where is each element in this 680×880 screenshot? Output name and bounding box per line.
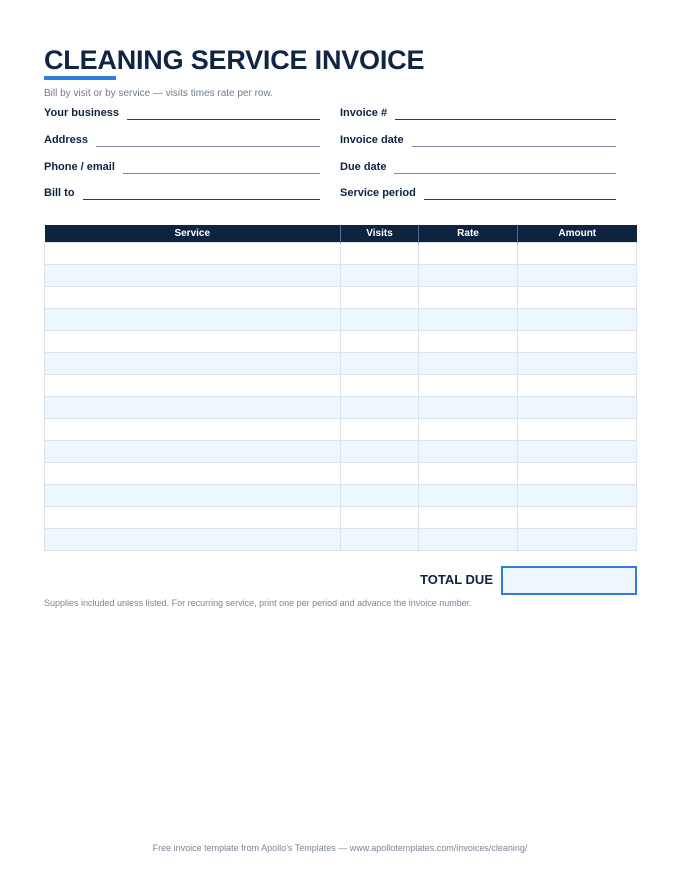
rate-cell[interactable]: [419, 463, 518, 485]
phone-email-field[interactable]: [44, 158, 320, 174]
amount-cell[interactable]: [518, 375, 637, 397]
title-underline: [44, 76, 116, 80]
table-row: [45, 441, 637, 463]
invoice-date-label: Invoice date: [340, 134, 404, 146]
rate-cell[interactable]: [419, 243, 518, 265]
amount-cell[interactable]: [518, 265, 637, 287]
amount-cell[interactable]: [518, 485, 637, 507]
bill-to-label: Bill to: [44, 187, 75, 199]
service-cell[interactable]: [45, 309, 341, 331]
column-header-visits: Visits: [341, 225, 419, 243]
due-date-line[interactable]: [394, 161, 616, 174]
visits-cell[interactable]: [341, 353, 419, 375]
address-field[interactable]: [44, 131, 320, 147]
your-business-label: Your business: [44, 107, 119, 119]
visits-cell[interactable]: [341, 507, 419, 529]
page-subtitle: Bill by visit or by service — visits times rate per row.: [44, 88, 273, 99]
visits-cell[interactable]: [341, 287, 419, 309]
invoice-number-label: Invoice #: [340, 107, 388, 119]
amount-cell[interactable]: [518, 419, 637, 441]
service-cell[interactable]: [45, 397, 341, 419]
page-title: CLEANING SERVICE INVOICE: [44, 45, 425, 75]
table-header-row: [45, 225, 637, 243]
table-row: [45, 309, 637, 331]
visits-cell[interactable]: [341, 463, 419, 485]
service-period-line[interactable]: [424, 187, 616, 200]
your-business-field[interactable]: [44, 104, 320, 120]
total-due-label: TOTAL DUE: [420, 572, 493, 587]
rate-cell[interactable]: [419, 529, 518, 551]
amount-cell[interactable]: [518, 441, 637, 463]
rate-cell[interactable]: [419, 309, 518, 331]
amount-cell[interactable]: [518, 507, 637, 529]
table-row: [45, 485, 637, 507]
rate-cell[interactable]: [419, 265, 518, 287]
service-cell[interactable]: [45, 463, 341, 485]
visits-cell[interactable]: [341, 485, 419, 507]
amount-cell[interactable]: [518, 353, 637, 375]
visits-cell[interactable]: [341, 419, 419, 441]
service-cell[interactable]: [45, 485, 341, 507]
service-period-label: Service period: [340, 187, 416, 199]
invoice-date-line[interactable]: [412, 134, 616, 147]
line-items-table: [44, 225, 637, 551]
rate-cell[interactable]: [419, 485, 518, 507]
table-row: [45, 397, 637, 419]
table-row: [45, 463, 637, 485]
visits-cell[interactable]: [341, 309, 419, 331]
amount-cell[interactable]: [518, 331, 637, 353]
table-row: [45, 353, 637, 375]
visits-cell[interactable]: [341, 441, 419, 463]
column-header-service: Service: [45, 225, 341, 243]
bill-to-field[interactable]: [44, 184, 320, 200]
column-header-amount: Amount: [518, 225, 637, 243]
invoice-note: Supplies included unless listed. For recurring service, print one per period and advance the invoice number.: [44, 598, 472, 608]
total-due-box[interactable]: [501, 566, 637, 595]
amount-cell[interactable]: [518, 243, 637, 265]
table-row: [45, 375, 637, 397]
due-date-label: Due date: [340, 161, 387, 173]
amount-cell[interactable]: [518, 463, 637, 485]
due-date-field[interactable]: [340, 158, 616, 174]
invoice-date-field[interactable]: [340, 131, 616, 147]
table-row: [45, 265, 637, 287]
invoice-number-field[interactable]: [340, 104, 616, 120]
visits-cell[interactable]: [341, 243, 419, 265]
amount-cell[interactable]: [518, 309, 637, 331]
visits-cell[interactable]: [341, 331, 419, 353]
visits-cell[interactable]: [341, 265, 419, 287]
invoice-number-line[interactable]: [395, 107, 616, 120]
table-row: [45, 243, 637, 265]
service-cell[interactable]: [45, 243, 341, 265]
service-cell[interactable]: [45, 375, 341, 397]
address-label: Address: [44, 134, 89, 146]
table-row: [45, 419, 637, 441]
table-body: [45, 243, 637, 551]
table-row: [45, 287, 637, 309]
service-cell[interactable]: [45, 331, 341, 353]
address-line[interactable]: [96, 134, 320, 147]
service-cell[interactable]: [45, 441, 341, 463]
your-business-line[interactable]: [127, 107, 320, 120]
service-cell[interactable]: [45, 287, 341, 309]
service-cell[interactable]: [45, 529, 341, 551]
rate-cell[interactable]: [419, 353, 518, 375]
visits-cell[interactable]: [341, 529, 419, 551]
service-cell[interactable]: [45, 419, 341, 441]
rate-cell[interactable]: [419, 441, 518, 463]
visits-cell[interactable]: [341, 375, 419, 397]
rate-cell[interactable]: [419, 419, 518, 441]
amount-cell[interactable]: [518, 529, 637, 551]
phone-email-label: Phone / email: [44, 161, 115, 173]
rate-cell[interactable]: [419, 331, 518, 353]
service-period-field[interactable]: [340, 184, 616, 200]
service-cell[interactable]: [45, 265, 341, 287]
amount-cell[interactable]: [518, 287, 637, 309]
page-footer: Free invoice template from Apollo's Templates — www.apollotemplates.com/invoices/cleaning/: [152, 843, 528, 853]
table-row: [45, 507, 637, 529]
rate-cell[interactable]: [419, 375, 518, 397]
amount-cell[interactable]: [518, 397, 637, 419]
bill-to-line[interactable]: [83, 187, 320, 200]
rate-cell[interactable]: [419, 397, 518, 419]
service-cell[interactable]: [45, 353, 341, 375]
phone-email-line[interactable]: [123, 161, 320, 174]
table-row: [45, 529, 637, 551]
visits-cell[interactable]: [341, 397, 419, 419]
table-row: [45, 331, 637, 353]
service-cell[interactable]: [45, 507, 341, 529]
column-header-rate: Rate: [419, 225, 518, 243]
rate-cell[interactable]: [419, 507, 518, 529]
rate-cell[interactable]: [419, 287, 518, 309]
